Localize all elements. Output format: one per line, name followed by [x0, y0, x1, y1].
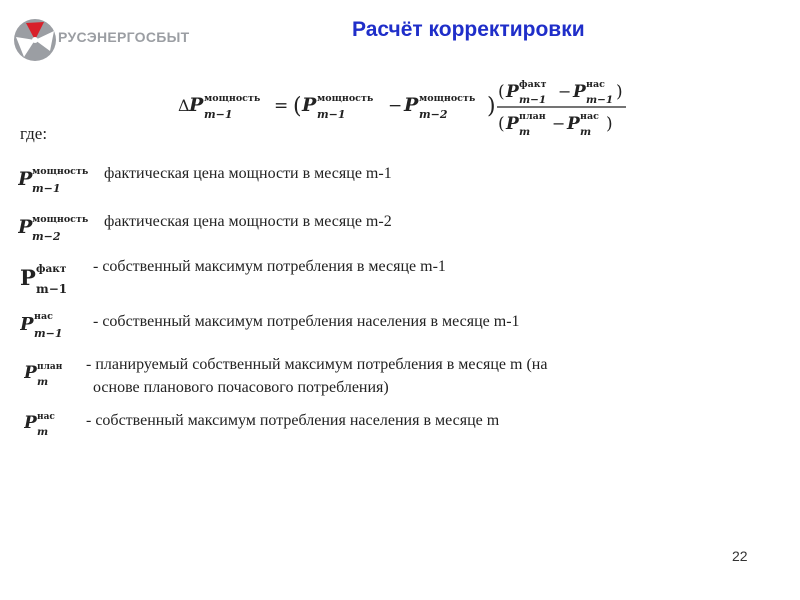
symbol-p-fakt-m1	[20, 259, 90, 299]
definition-text-line2: основе планового почасового потребления)	[93, 379, 389, 396]
symbol-p-plan-m	[24, 360, 84, 390]
formula-sub: m	[580, 126, 592, 138]
logo-text: РУСЭНЕРГОСБЫТ	[58, 29, 190, 45]
symbol-p-nas-m1	[20, 309, 90, 341]
formula-sup: план	[519, 111, 546, 122]
symbol-sup: нас	[34, 311, 53, 322]
formula-P: P	[506, 114, 519, 134]
formula-sub: m−1	[586, 94, 614, 106]
formula-equals: =	[274, 96, 289, 116]
logo-emblem-icon	[12, 17, 58, 63]
formula-sub: m−1	[317, 108, 346, 121]
formula-sup: мощность	[204, 93, 261, 104]
symbol-P: P	[18, 168, 33, 190]
definition-text: фактическая цена мощности в месяце m-1	[104, 165, 392, 182]
formula-lparen: (	[293, 94, 302, 119]
symbol-sub: m−1	[36, 282, 68, 296]
symbol-sub: m−2	[32, 230, 61, 243]
symbol-p-moshchnost-m2	[18, 211, 102, 245]
formula-sup: нас	[580, 111, 599, 122]
formula-lparen: (	[498, 114, 505, 134]
formula-rparen: )	[487, 94, 496, 119]
formula-sup: мощность	[419, 93, 476, 104]
page-title: Расчёт корректировки	[352, 18, 585, 41]
formula-P: P	[189, 94, 204, 116]
symbol-sup: факт	[36, 263, 67, 275]
symbol-P: P	[18, 216, 33, 238]
symbol-sup: нас	[37, 412, 55, 422]
definition-text: - собственный максимум потребления в месяце m-1	[93, 258, 446, 275]
symbol-p-nas-m	[24, 410, 84, 440]
formula-sup: факт	[519, 79, 547, 90]
definition-text: фактическая цена мощности в месяце m-2	[104, 213, 392, 230]
formula-minus: −	[552, 114, 566, 133]
formula-P: P	[573, 82, 586, 102]
where-label: где:	[20, 124, 48, 143]
symbol-sub: m	[37, 426, 49, 438]
formula-P: P	[567, 114, 580, 134]
formula-P: P	[506, 82, 519, 102]
definition-text: - собственный максимум потребления населения в месяце m	[86, 412, 500, 429]
symbol-sub: m−1	[34, 327, 63, 340]
symbol-P: P	[20, 314, 34, 335]
formula-sup: нас	[586, 79, 605, 90]
correction-formula	[176, 78, 646, 138]
formula-sub: m	[519, 126, 531, 138]
company-logo	[12, 17, 202, 63]
formula-sub: m−1	[204, 108, 233, 121]
symbol-sup: мощность	[32, 214, 89, 225]
formula-minus: −	[558, 82, 572, 101]
formula-rparen: )	[616, 82, 623, 102]
page-number: 22	[732, 548, 748, 564]
symbol-sub: m−1	[32, 182, 61, 195]
symbol-sub: m	[37, 376, 49, 388]
formula-P: P	[404, 94, 419, 116]
formula-sup: мощность	[317, 93, 374, 104]
definition-text-line1: - планируемый собственный максимум потребления в месяце m (на	[86, 356, 548, 373]
symbol-P: P	[24, 363, 37, 383]
formula-lparen: (	[498, 82, 505, 102]
formula-minus: −	[388, 96, 403, 116]
symbol-p-moshchnost-m1	[18, 163, 102, 197]
symbol-sup: мощность	[32, 166, 89, 177]
symbol-P: P	[20, 265, 36, 290]
formula-P: P	[302, 94, 317, 116]
formula-rparen: )	[606, 114, 613, 134]
definition-text: - собственный максимум потребления населения в месяце m-1	[93, 313, 520, 330]
formula-delta: Δ	[178, 96, 190, 115]
formula-sub: m−2	[419, 108, 448, 121]
symbol-P: P	[24, 413, 37, 433]
symbol-sup: план	[37, 362, 63, 372]
formula-sub: m−1	[519, 94, 547, 106]
